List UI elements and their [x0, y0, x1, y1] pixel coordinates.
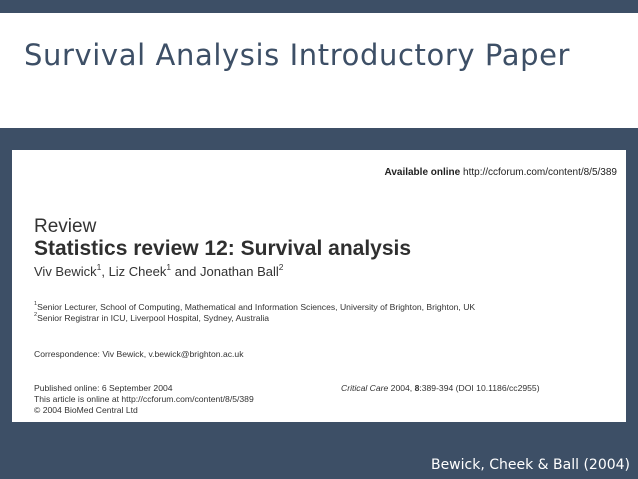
author-separator: , — [101, 264, 109, 279]
slide-title: Survival Analysis Introductory Paper — [24, 38, 571, 72]
affiliation-superscript: 2 — [34, 311, 38, 318]
author-name: Viv Bewick — [34, 264, 97, 279]
affiliation-line — [34, 302, 475, 312]
author-separator: and — [171, 264, 200, 279]
affiliation-superscript: 1 — [34, 300, 38, 307]
slide-caption: Bewick, Cheek & Ball (2004) — [430, 457, 630, 473]
author-name: Jonathan Ball — [200, 264, 279, 279]
available-online-label: Available online — [384, 167, 461, 178]
author-superscript: 2 — [278, 262, 284, 273]
citation-volume: 8 — [414, 383, 420, 393]
author-name: Liz Cheek — [108, 264, 167, 279]
citation-year: 2004, — [388, 383, 415, 393]
available-online-url: http://ccforum.com/content/8/5/389 — [463, 167, 617, 178]
article-title: Statistics review 12: Survival analysis — [34, 237, 412, 260]
journal-citation — [341, 383, 540, 393]
available-online-line — [384, 167, 617, 178]
top-color-strip — [0, 0, 638, 13]
published-date: Published online: 6 September 2004 — [34, 383, 173, 393]
affiliation-text: Senior Lecturer, School of Computing, Mathematical and Information Sciences, University of Brighton, Brighton, UK — [37, 302, 476, 312]
paper-header-image — [12, 150, 626, 422]
citation-pages-doi: :389-394 (DOI 10.1186/cc2955) — [419, 383, 540, 393]
article-authors — [34, 264, 283, 279]
article-section: Review — [34, 216, 97, 237]
affiliation-text: Senior Registrar in ICU, Liverpool Hospital, Sydney, Australia — [37, 313, 270, 323]
correspondence: Correspondence: Viv Bewick, v.bewick@brighton.ac.uk — [34, 349, 244, 359]
author-superscript: 1 — [166, 262, 172, 273]
journal-name: Critical Care — [341, 383, 389, 393]
article-online-url: This article is online at http://ccforum.com/content/8/5/389 — [34, 394, 254, 404]
copyright-line: © 2004 BioMed Central Ltd — [34, 405, 138, 415]
author-superscript: 1 — [96, 262, 102, 273]
affiliation-line — [34, 313, 269, 323]
